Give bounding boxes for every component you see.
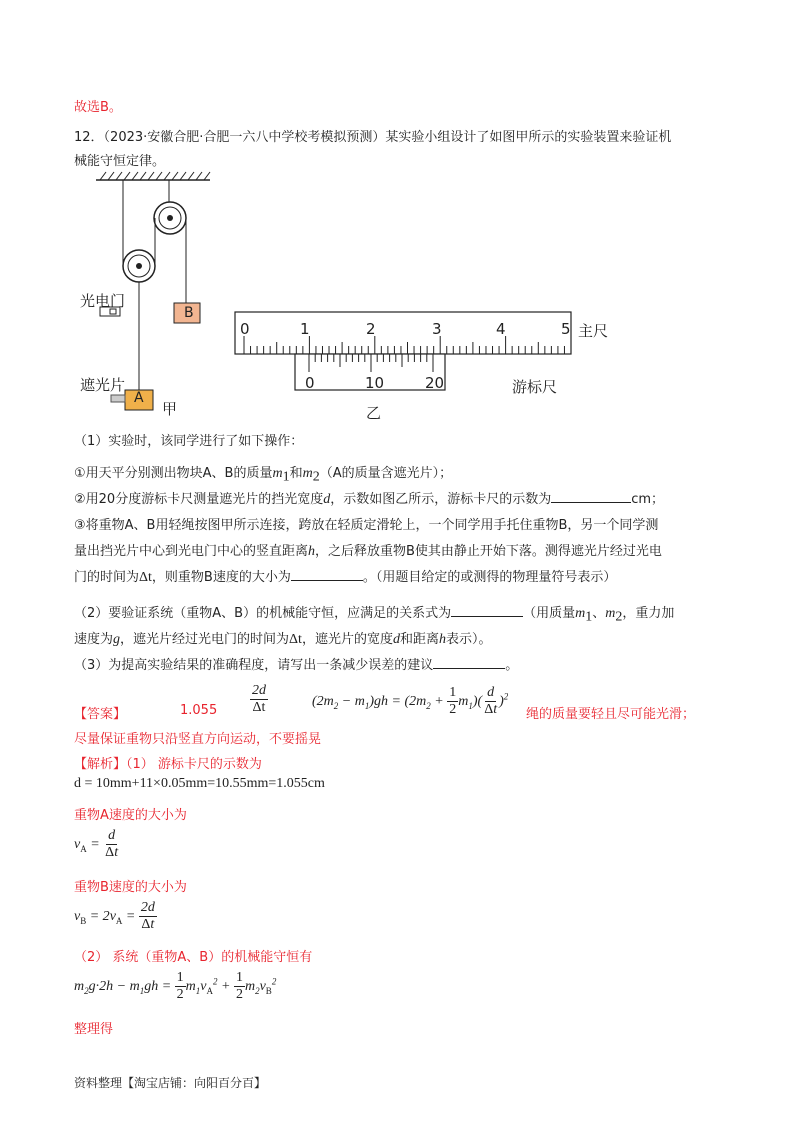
answer-tag: 【答案】 xyxy=(74,707,127,722)
analysis-va-text: 重物A速度的大小为 xyxy=(74,808,187,823)
analysis-energy-eq: $m_2g\cdot 2h - m_1gh$ = $\frac{1}{2}$ $m_1v_A^2$ + $\frac{1}{2}$ $m_2v_B^2$ xyxy=(74,970,277,1002)
part2-line1: （2）要验证系统（重物A、B）的机械能守恒，应满足的关系式为 （用质量$m_1$、$m_2$，重力加 xyxy=(74,602,674,626)
part1-step2: ②用20分度游标卡尺测量遮光片的挡光宽度d，示数如图乙所示，游标卡尺的示数为 cm； xyxy=(74,488,664,508)
analysis-step2: （2） 系统（重物A、B）的机械能守恒有 xyxy=(74,950,313,965)
part3-line: （3）为提高实验结果的准确程度，请写出一条减少误差的建议 。 xyxy=(74,654,518,673)
main-scale-label: 主尺 xyxy=(578,322,609,340)
block-a-label: A xyxy=(134,390,144,406)
main-tick-4: 4 xyxy=(496,320,506,338)
part2-line2: 速度为g，遮光片经过光电门的时间为Δt，遮光片的宽度d和距离h表示）。 xyxy=(74,632,492,647)
analysis-tidy: 整理得 xyxy=(74,1022,114,1037)
answer-blank-3[interactable] xyxy=(451,603,523,617)
main-tick-5: 5 xyxy=(561,320,571,338)
part1-step1: ①用天平分别测出物块A、B的质量$m_1$和$m_2(A$的质量含遮光片）； xyxy=(74,466,453,485)
analysis-header: 【解析】（1） 游标卡尺的示数为 xyxy=(74,757,262,772)
answer-value-2: $\frac{2d}{\Delta t}$ xyxy=(252,683,266,715)
question-line-1: 12．（2023·安徽合肥·合肥一六八中学校考模拟预测）某实验小组设计了如图甲所示的实验装置来验证机 xyxy=(74,130,672,145)
vernier-tick-20: 20 xyxy=(425,374,445,392)
footer-source: 资料整理【淘宝店铺：向阳百分百】 xyxy=(74,1076,267,1090)
analysis-vb-text: 重物B速度的大小为 xyxy=(74,880,187,895)
part1-step3-line3: 门的时间为Δt，则重物B速度的大小为 。（用题目给定的或测得的物理量符号表示） xyxy=(74,566,616,586)
main-tick-2: 2 xyxy=(366,320,376,338)
vernier-tick-10: 10 xyxy=(365,374,385,392)
part1-step3-line1: ③将重物A、B用轻绳按图甲所示连接，跨放在轻质定滑轮上，一个同学用手托住重物B，另一个同学测 xyxy=(74,518,659,533)
main-tick-1: 1 xyxy=(300,320,310,338)
block-b-label: B xyxy=(184,305,194,321)
question-line-2: 械能守恒定律。 xyxy=(74,154,166,169)
answer-equation: $(2m_2 - m_1)gh = (2m_2$ + $\frac{1}{2}$ $m_1$)( $\frac{d}{\Delta t}$ )$^2$ xyxy=(312,685,509,717)
figure-jia-caption: 甲 xyxy=(162,400,178,418)
previous-answer: 故选B。 xyxy=(74,100,122,115)
part1-intro: （1）实验时，该同学进行了如下操作： xyxy=(74,434,304,449)
answer-blank-2[interactable] xyxy=(291,567,363,581)
main-tick-0: 0 xyxy=(240,320,250,338)
part1-step3-line2: 量出挡光片中心到光电门中心的竖直距离h，之后释放重物B使其由静止开始下落。测得遮光片经过光电 xyxy=(74,544,662,559)
analysis-eq1: d = 10mm+11×0.05mm=10.55mm=1.055cm xyxy=(74,776,325,791)
analysis-vb-eq: $v_B = 2v_A$ = $\frac{2d}{\Delta t}$ xyxy=(74,900,155,932)
figure-yi-caption: 乙 xyxy=(366,404,382,422)
answer-suggestion-2: 尽量保证重物只沿竖直方向运动，不要摇晃 xyxy=(74,732,322,747)
vernier-tick-0: 0 xyxy=(305,374,315,392)
answer-blank-4[interactable] xyxy=(433,655,505,669)
analysis-va-eq: $v_A$ = $\frac{d}{\Delta t}$ xyxy=(74,828,119,860)
shade-label: 遮光片 xyxy=(80,376,126,394)
vernier-scale-label: 游标尺 xyxy=(512,378,558,396)
answer-suggestion-1: 绳的质量要轻且尽可能光滑； xyxy=(526,707,696,722)
main-tick-3: 3 xyxy=(432,320,442,338)
photogate-label: 光电门 xyxy=(80,292,126,310)
answer-blank-1[interactable] xyxy=(551,489,631,503)
answer-value-1: 1.055 xyxy=(180,703,218,718)
